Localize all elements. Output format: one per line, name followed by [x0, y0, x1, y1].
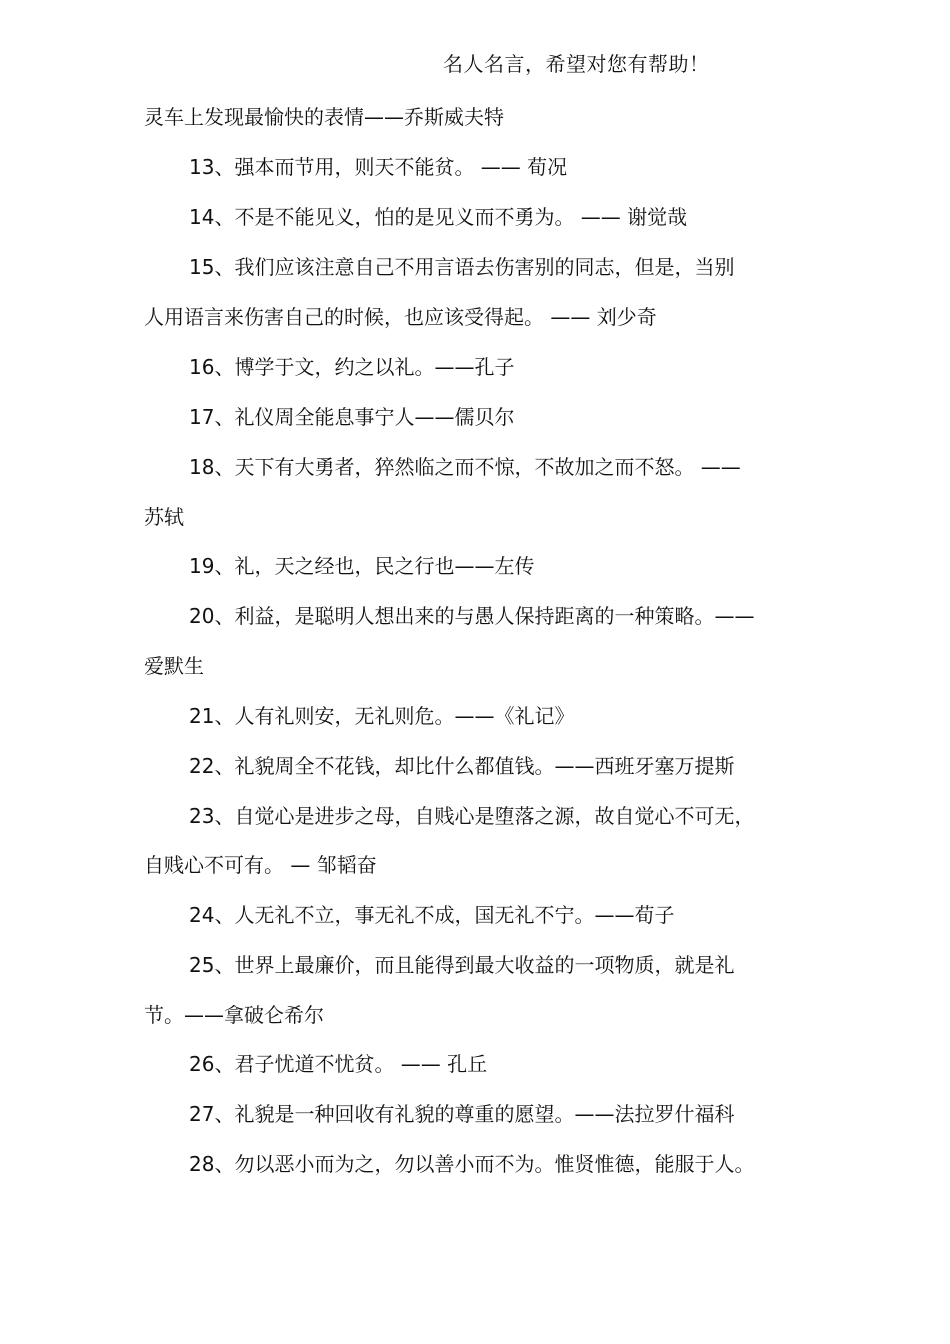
quote-item-28: 28、勿以恶小而为之，勿以善小而不为。惟贤惟德，能服于人。: [189, 1152, 755, 1176]
text-line: 灵车上发现最愉快的表情——乔斯威夫特: [144, 105, 504, 129]
text-line: 爱默生: [144, 654, 204, 678]
quote-item-27: 27、礼貌是一种回收有礼貌的尊重的愿望。——法拉罗什福科: [189, 1102, 735, 1126]
text-line: 节。——拿破仑希尔: [144, 1003, 324, 1027]
quote-item-24: 24、人无礼不立，事无礼不成，国无礼不宁。——荀子: [189, 903, 675, 927]
quote-item-20: 20、利益，是聪明人想出来的与愚人保持距离的一种策略。——: [189, 604, 755, 628]
quote-item-17: 17、礼仪周全能息事宁人——儒贝尔: [189, 405, 515, 429]
quote-item-22: 22、礼貌周全不花钱，却比什么都值钱。——西班牙塞万提斯: [189, 754, 735, 778]
quote-item-26: 26、君子忧道不忧贫。 —— 孔丘: [189, 1052, 488, 1076]
text-line: 苏轼: [144, 505, 184, 529]
quote-item-21: 21、人有礼则安，无礼则危。——《礼记》: [189, 704, 575, 728]
quote-item-18: 18、天下有大勇者，猝然临之而不惊，不故加之而不怒。 ——: [189, 455, 741, 479]
text-line: 自贱心不可有。 — 邹韬奋: [144, 853, 377, 877]
quote-item-16: 16、博学于文，约之以礼。——孔子: [189, 355, 515, 379]
quote-item-13: 13、强本而节用，则天不能贫。 —— 荀况: [189, 155, 568, 179]
quote-item-15: 15、我们应该注意自己不用言语去伤害别的同志，但是，当别: [189, 255, 735, 279]
quote-item-14: 14、不是不能见义，怕的是见义而不勇为。 —— 谢觉哉: [189, 205, 688, 229]
page-header: 名人名言，希望对您有帮助！: [443, 52, 710, 76]
quote-item-25: 25、世界上最廉价，而且能得到最大收益的一项物质，就是礼: [189, 953, 735, 977]
quote-item-19: 19、礼，天之经也，民之行也——左传: [189, 554, 535, 578]
text-line: 人用语言来伤害自己的时候，也应该受得起。 —— 刘少奇: [144, 305, 657, 329]
quote-item-23: 23、自觉心是进步之母，自贱心是堕落之源，故自觉心不可无，: [189, 804, 755, 828]
